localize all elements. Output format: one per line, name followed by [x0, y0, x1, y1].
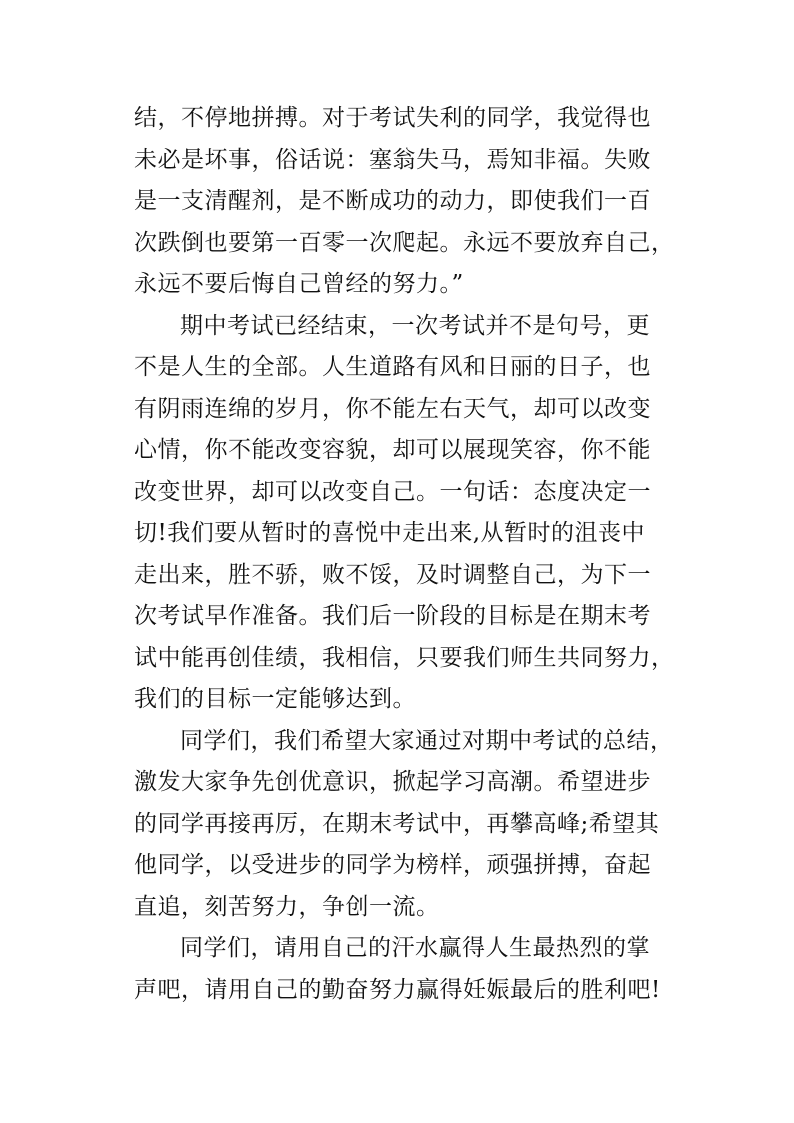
text-line: 直追，刻苦努力，争创一流。 — [134, 893, 440, 920]
text-line: 心情，你不能改变容貌，却可以展现笑容，你不能 — [134, 437, 651, 463]
text-line: 次跌倒也要第一百零一次爬起。永远不要放弃自己， — [134, 229, 675, 256]
text-line: 改变世界，却可以改变自己。一句话：态度决定一 — [134, 478, 651, 505]
text-line: 不是人生的全部。人生道路有风和日丽的日子，也 — [134, 354, 651, 380]
paragraph-1 — [134, 98, 675, 306]
text-line: 同学们，请用自己的汗水赢得人生最热烈的掌 — [180, 935, 650, 961]
text-line: 切!我们要从暂时的喜悦中走出来,从暂时的沮丧中 — [134, 520, 646, 546]
text-line: 是一支清醒剂，是不断成功的动力，即使我们一百 — [134, 188, 651, 214]
text-line: 未必是坏事，俗话说：塞翁失马，焉知非福。失败 — [134, 146, 651, 173]
text-line: 结，不停地拼搏。对于考试失利的同学，我觉得也 — [134, 105, 651, 131]
text-line: 激发大家争先创优意识，掀起学习高潮。希望进步 — [134, 769, 651, 795]
document-body — [134, 98, 675, 1011]
paragraph-3 — [134, 721, 674, 929]
text-line: 试中能再创佳绩，我相信，只要我们师生共同努力， — [134, 644, 675, 671]
text-line: 他同学，以受进步的同学为榜样，顽强拼搏，奋起 — [134, 852, 651, 878]
text-line: 走出来，胜不骄，败不馁，及时调整自己，为下一 — [134, 561, 651, 588]
text-line: 有阴雨连绵的岁月，你不能左右天气，却可以改变 — [134, 395, 651, 422]
paragraph-4 — [134, 928, 664, 1011]
text-line: 同学们，我们希望大家通过对期中考试的总结， — [180, 727, 674, 754]
text-line: 声吧，请用自己的勤奋努力赢得妊娠最后的胜利吧! — [134, 976, 661, 1003]
text-line: 的同学再接再厉，在期末考试中，再攀高峰;希望其 — [134, 810, 660, 837]
text-line: 期中考试已经结束，一次考试并不是句号，更 — [180, 312, 650, 339]
text-line: 永远不要后悔自己曾经的努力。” — [134, 271, 464, 297]
text-line: 我们的目标一定能够达到。 — [134, 686, 416, 712]
text-line: 次考试早作准备。我们后一阶段的目标是在期末考 — [134, 603, 651, 629]
paragraph-2 — [134, 306, 675, 721]
